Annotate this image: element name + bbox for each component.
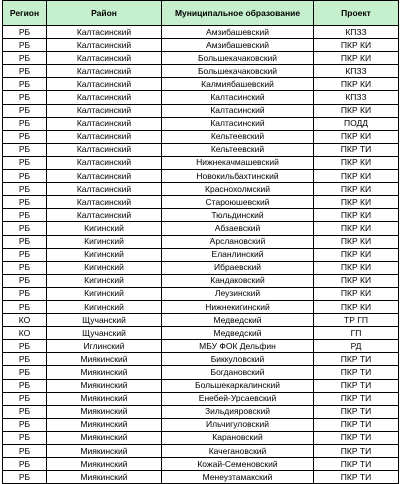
cell-municipality[interactable]: Тюльдинский <box>162 209 314 222</box>
cell-project[interactable]: ПКР ТИ <box>314 431 399 444</box>
cell-municipality[interactable]: Нижнекигинский <box>162 300 314 313</box>
cell-region[interactable]: КО <box>3 327 47 340</box>
cell-municipality[interactable]: Леузинский <box>162 287 314 300</box>
table-body <box>3 26 399 484</box>
cell-municipality[interactable]: Ибраевский <box>162 261 314 274</box>
cell-municipality[interactable]: Староюшевский <box>162 196 314 209</box>
table-row <box>3 418 399 431</box>
table-row <box>3 91 399 104</box>
table-row <box>3 104 399 117</box>
table-row <box>3 405 399 418</box>
cell-municipality[interactable]: Калмиябашевский <box>162 78 314 91</box>
cell-region[interactable]: РБ <box>3 445 47 458</box>
table-row <box>3 287 399 300</box>
cell-project[interactable]: ПКР ТИ <box>314 471 399 484</box>
cell-region[interactable]: РБ <box>3 104 47 117</box>
cell-municipality[interactable]: Калтасинский <box>162 104 314 117</box>
table-row <box>3 379 399 392</box>
cell-region[interactable]: РБ <box>3 235 47 248</box>
cell-project[interactable]: ПКР ТИ <box>314 353 399 366</box>
cell-district[interactable]: Калтасинский <box>47 65 162 78</box>
cell-region[interactable]: РБ <box>3 379 47 392</box>
cell-region[interactable]: РБ <box>3 287 47 300</box>
cell-region[interactable]: РБ <box>3 26 47 39</box>
table-row <box>3 78 399 91</box>
cell-project[interactable]: ПКР КИ <box>314 183 399 196</box>
cell-district[interactable]: Кигинский <box>47 274 162 287</box>
cell-project[interactable]: ПКР КИ <box>314 130 399 143</box>
table-row <box>3 248 399 261</box>
cell-region[interactable]: РБ <box>3 209 47 222</box>
cell-district[interactable]: Иглинский <box>47 340 162 353</box>
table-row <box>3 26 399 39</box>
cell-district[interactable]: Калтасинский <box>47 209 162 222</box>
cell-project[interactable]: ПКР КИ <box>314 274 399 287</box>
cell-project[interactable]: РД <box>314 340 399 353</box>
table-row <box>3 39 399 52</box>
cell-district[interactable]: Миякинский <box>47 366 162 379</box>
table-row <box>3 130 399 143</box>
cell-region[interactable]: РБ <box>3 418 47 431</box>
cell-project[interactable]: ПКР ТИ <box>314 458 399 471</box>
table-row <box>3 65 399 78</box>
cell-municipality[interactable]: Медведский <box>162 314 314 327</box>
cell-region[interactable]: РБ <box>3 78 47 91</box>
cell-municipality[interactable]: Большекачаковский <box>162 52 314 65</box>
cell-project[interactable]: ПКР КИ <box>314 52 399 65</box>
cell-project[interactable]: ПКР ТИ <box>314 366 399 379</box>
cell-project[interactable]: ПКР КИ <box>314 209 399 222</box>
table-row <box>3 458 399 471</box>
cell-municipality[interactable]: Качегановский <box>162 445 314 458</box>
table-row <box>3 340 399 353</box>
table-row <box>3 366 399 379</box>
cell-municipality[interactable]: Еланлинский <box>162 248 314 261</box>
cell-project[interactable]: ПКР КИ <box>314 196 399 209</box>
cell-district[interactable]: Калтасинский <box>47 117 162 130</box>
cell-municipality[interactable]: Калтасинский <box>162 91 314 104</box>
cell-region[interactable]: РБ <box>3 405 47 418</box>
cell-municipality[interactable]: Зильдияровский <box>162 405 314 418</box>
cell-municipality[interactable]: Амзибашевский <box>162 39 314 52</box>
cell-district[interactable]: Кигинский <box>47 261 162 274</box>
cell-project[interactable]: ПКР КИ <box>314 156 399 169</box>
cell-district[interactable]: Миякинский <box>47 405 162 418</box>
cell-municipality[interactable]: Енебей-Урсаевский <box>162 392 314 405</box>
cell-district[interactable]: Миякинский <box>47 353 162 366</box>
spreadsheet <box>2 0 398 484</box>
cell-municipality[interactable]: Арслановский <box>162 235 314 248</box>
table-row <box>3 261 399 274</box>
cell-region[interactable]: РБ <box>3 156 47 169</box>
cell-region[interactable]: РБ <box>3 183 47 196</box>
cell-project[interactable]: ПКР КИ <box>314 39 399 52</box>
cell-project[interactable]: КПЗЗ <box>314 26 399 39</box>
cell-district[interactable]: Миякинский <box>47 471 162 484</box>
cell-region[interactable]: РБ <box>3 392 47 405</box>
cell-district[interactable]: Щучанский <box>47 314 162 327</box>
cell-region[interactable]: РБ <box>3 458 47 471</box>
cell-region[interactable]: КО <box>3 314 47 327</box>
cell-region[interactable]: РБ <box>3 222 47 235</box>
cell-project[interactable]: ПКР КИ <box>314 235 399 248</box>
cell-region[interactable]: РБ <box>3 91 47 104</box>
cell-region[interactable]: РБ <box>3 39 47 52</box>
cell-project[interactable]: ПКР ТИ <box>314 379 399 392</box>
cell-region[interactable]: РБ <box>3 143 47 156</box>
cell-project[interactable]: КПЗЗ <box>314 91 399 104</box>
cell-project[interactable]: ПКР КИ <box>314 104 399 117</box>
cell-municipality[interactable]: Большекаркалинский <box>162 379 314 392</box>
cell-municipality[interactable]: Кандаковский <box>162 274 314 287</box>
cell-district[interactable]: Калтасинский <box>47 78 162 91</box>
cell-region[interactable]: РБ <box>3 300 47 313</box>
cell-municipality[interactable]: Абзаевский <box>162 222 314 235</box>
cell-project[interactable]: ПКР КИ <box>314 261 399 274</box>
cell-project[interactable]: КПЗЗ <box>314 65 399 78</box>
cell-municipality[interactable]: Медведский <box>162 327 314 340</box>
cell-municipality[interactable]: Краснохолмский <box>162 183 314 196</box>
cell-region[interactable]: РБ <box>3 431 47 444</box>
cell-municipality[interactable]: Менеузтамакский <box>162 471 314 484</box>
cell-district[interactable]: Миякинский <box>47 392 162 405</box>
cell-region[interactable]: РБ <box>3 52 47 65</box>
cell-district[interactable]: Калтасинский <box>47 52 162 65</box>
cell-region[interactable]: РБ <box>3 117 47 130</box>
cell-region[interactable]: РБ <box>3 196 47 209</box>
cell-municipality[interactable]: Нижнекачмашевский <box>162 156 314 169</box>
cell-project[interactable]: ПОДД <box>314 117 399 130</box>
table-row <box>3 170 399 183</box>
cell-district[interactable]: Калтасинский <box>47 104 162 117</box>
table-row <box>3 235 399 248</box>
cell-project[interactable]: ПКР ТИ <box>314 143 399 156</box>
table-row <box>3 392 399 405</box>
table-row <box>3 314 399 327</box>
table-row <box>3 274 399 287</box>
table-row <box>3 196 399 209</box>
cell-project[interactable]: ПКР КИ <box>314 248 399 261</box>
cell-municipality[interactable]: Кельтеевский <box>162 143 314 156</box>
cell-municipality[interactable]: Ильчигуловский <box>162 418 314 431</box>
table-row <box>3 183 399 196</box>
cell-district[interactable]: Кигинский <box>47 287 162 300</box>
cell-project[interactable]: ПКР КИ <box>314 170 399 183</box>
table-row <box>3 143 399 156</box>
cell-project[interactable]: ТР ГП <box>314 314 399 327</box>
project-table <box>2 0 399 484</box>
table-row <box>3 431 399 444</box>
cell-municipality[interactable]: Кожай-Семеновский <box>162 458 314 471</box>
cell-district[interactable]: Калтасинский <box>47 26 162 39</box>
cell-project[interactable]: ПКР КИ <box>314 300 399 313</box>
cell-municipality[interactable]: Большекачаковский <box>162 65 314 78</box>
cell-district[interactable]: Калтасинский <box>47 91 162 104</box>
table-row <box>3 52 399 65</box>
table-row <box>3 117 399 130</box>
cell-region[interactable]: РБ <box>3 248 47 261</box>
header-project[interactable]: Проект <box>314 1 399 26</box>
cell-district[interactable]: Кигинский <box>47 248 162 261</box>
cell-region[interactable]: РБ <box>3 65 47 78</box>
table-row <box>3 471 399 484</box>
cell-project[interactable]: ПКР ТИ <box>314 405 399 418</box>
cell-district[interactable]: Калтасинский <box>47 143 162 156</box>
cell-municipality[interactable]: Новокильбахтинский <box>162 170 314 183</box>
table-row <box>3 156 399 169</box>
cell-project[interactable]: ПКР ТИ <box>314 418 399 431</box>
cell-municipality[interactable]: Кельтеевский <box>162 130 314 143</box>
cell-district[interactable]: Калтасинский <box>47 39 162 52</box>
cell-district[interactable]: Миякинский <box>47 431 162 444</box>
cell-district[interactable]: Кигинский <box>47 222 162 235</box>
cell-region[interactable]: РБ <box>3 130 47 143</box>
cell-municipality[interactable]: МБУ ФОК Дельфин <box>162 340 314 353</box>
cell-region[interactable]: РБ <box>3 261 47 274</box>
cell-region[interactable]: РБ <box>3 170 47 183</box>
cell-municipality[interactable]: Биккуловский <box>162 353 314 366</box>
cell-region[interactable]: РБ <box>3 366 47 379</box>
table-row <box>3 353 399 366</box>
cell-region[interactable]: РБ <box>3 353 47 366</box>
table-row <box>3 300 399 313</box>
cell-project[interactable]: ПКР ТИ <box>314 392 399 405</box>
table-row <box>3 209 399 222</box>
cell-project[interactable]: ПКР КИ <box>314 287 399 300</box>
cell-region[interactable]: РБ <box>3 340 47 353</box>
cell-municipality[interactable]: Калтасинский <box>162 117 314 130</box>
cell-district[interactable]: Миякинский <box>47 379 162 392</box>
header-row <box>3 1 399 26</box>
table-row <box>3 445 399 458</box>
cell-district[interactable]: Калтасинский <box>47 196 162 209</box>
cell-region[interactable]: РБ <box>3 471 47 484</box>
cell-municipality[interactable]: Карановский <box>162 431 314 444</box>
cell-district[interactable]: Миякинский <box>47 445 162 458</box>
header-municipality[interactable]: Муниципальное образование <box>162 1 314 26</box>
table-row <box>3 222 399 235</box>
cell-district[interactable]: Миякинский <box>47 418 162 431</box>
cell-project[interactable]: ПКР КИ <box>314 222 399 235</box>
cell-region[interactable]: РБ <box>3 274 47 287</box>
cell-project[interactable]: ГП <box>314 327 399 340</box>
cell-municipality[interactable]: Богдановский <box>162 366 314 379</box>
cell-district[interactable]: Калтасинский <box>47 183 162 196</box>
cell-district[interactable]: Кигинский <box>47 235 162 248</box>
header-district[interactable]: Район <box>47 1 162 26</box>
table-row <box>3 327 399 340</box>
cell-district[interactable]: Кигинский <box>47 300 162 313</box>
cell-district[interactable]: Калтасинский <box>47 170 162 183</box>
cell-municipality[interactable]: Амзибашевский <box>162 26 314 39</box>
cell-district[interactable]: Калтасинский <box>47 156 162 169</box>
cell-district[interactable]: Калтасинский <box>47 130 162 143</box>
cell-district[interactable]: Щучанский <box>47 327 162 340</box>
cell-project[interactable]: ПКР ТИ <box>314 445 399 458</box>
header-region[interactable]: Регион <box>3 1 47 26</box>
cell-project[interactable]: ПКР КИ <box>314 78 399 91</box>
cell-district[interactable]: Миякинский <box>47 458 162 471</box>
